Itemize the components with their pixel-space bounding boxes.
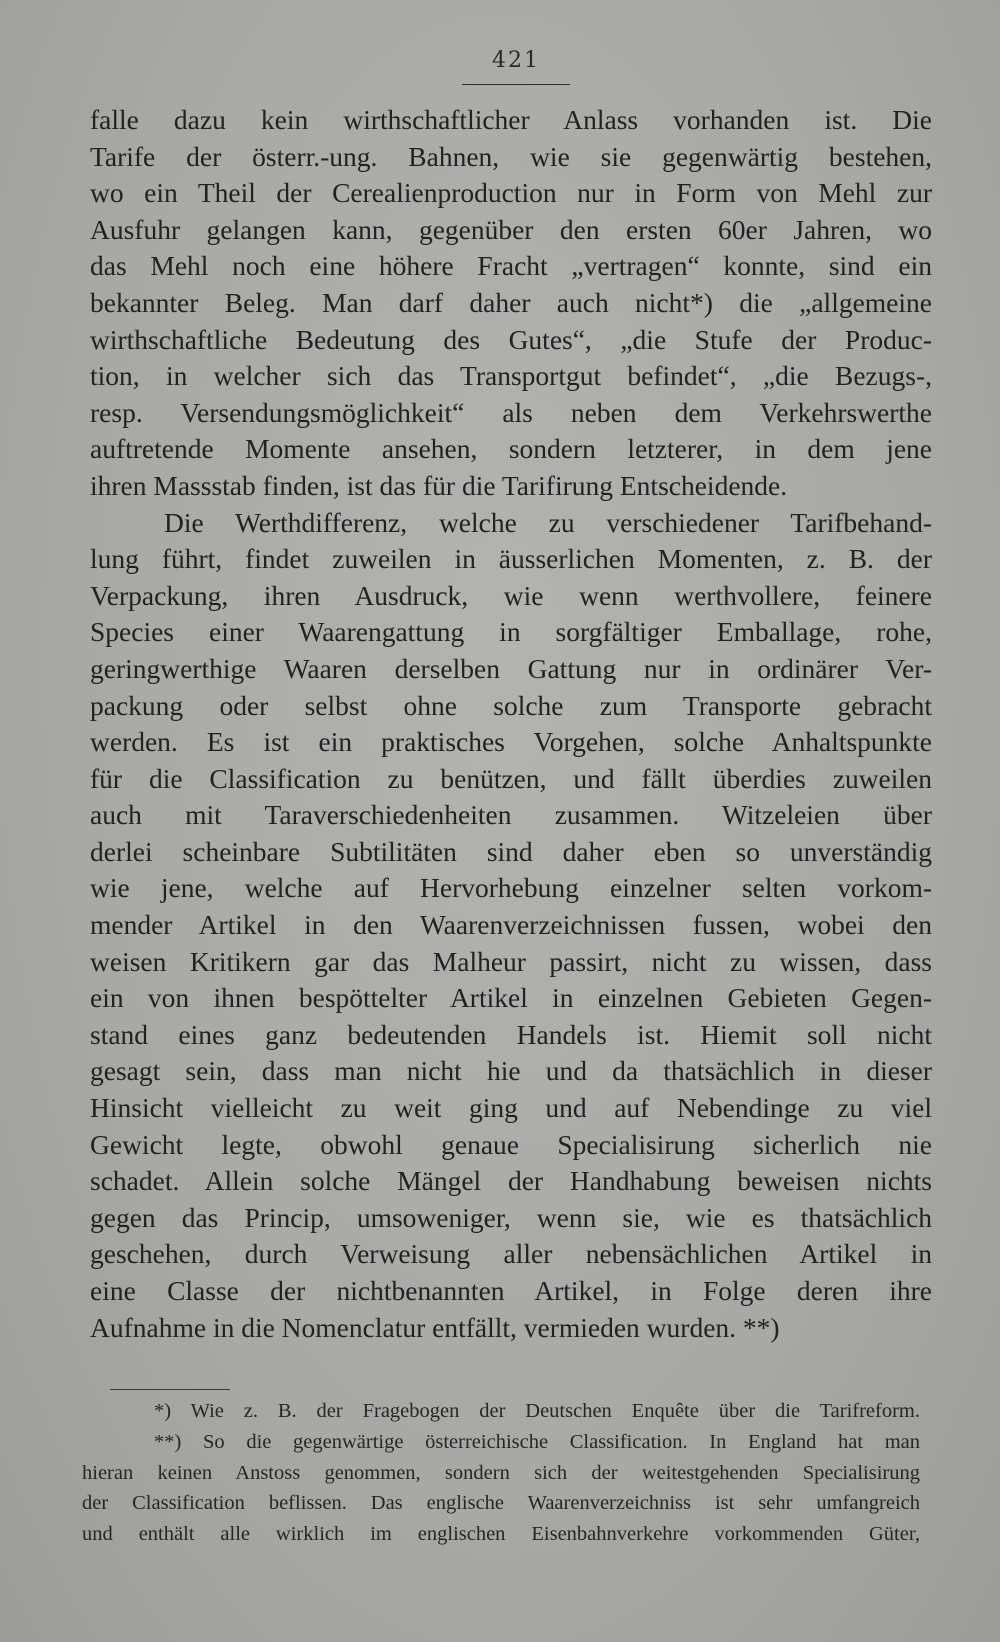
text-line: Aufnahme in die Nomenclatur entfällt, vermieden wurden. **) [90,1311,780,1343]
text-line: Species einer Waarengattung in sorgfältiger Emballage, rohe, [90,616,932,648]
text-line: wirthschaftliche Bedeutung des Gutes“, „die Stufe der Produc- [90,323,932,355]
text-line: wo ein Theil der Cerealienproduction nur in Form von Mehl zur [90,177,932,209]
footnote-line: der Classification beflissen. Das englische Waarenverzeichniss ist sehr umfangreich [82,1492,920,1515]
text-line: bekannter Beleg. Man darf daher auch nicht*) die „allgemeine [90,286,932,318]
page-number: 421 [492,48,540,73]
text-line: Ausfuhr gelangen kann, gegenüber den ersten 60er Jahren, wo [90,213,932,245]
text-line: gegen das Princip, umsoweniger, wenn sie, wie es thatsächlich [90,1201,932,1233]
text-line: Hinsicht vielleicht zu weit ging und auf Nebendinge zu viel [90,1092,932,1124]
text-line: geringwerthige Waaren derselben Gattung nur in ordinärer Ver- [90,652,932,684]
text-line: stand eines ganz bedeutenden Handels ist. Hiemit soll nicht [90,1018,932,1050]
text-line: Gewicht legte, obwohl genaue Specialisirung sicherlich nie [90,1128,932,1160]
footnote-line: **) So die gegenwärtige österreichische Classification. In England hat man [154,1430,920,1453]
text-line: ein von ihnen bespöttelter Artikel in einzelnen Gebieten Gegen- [90,982,932,1014]
text-line: Tarife der österr.-ung. Bahnen, wie sie gegenwärtig bestehen, [90,140,932,172]
header-rule [462,84,570,85]
footnotes [82,1396,920,1550]
footnote-rule [110,1389,230,1390]
text-line: falle dazu kein wirthschaftlicher Anlass vorhanden ist. Die [90,104,932,135]
text-line: mender Artikel in den Waarenverzeichnissen fussen, wobei den [90,909,932,941]
text-line: tion, in welcher sich das Transportgut befindet“, „die Bezugs-, [90,360,932,392]
text-line: weisen Kritikern gar das Malheur passirt, nicht zu wissen, dass [90,945,932,977]
footnote-line: hieran keinen Anstoss genommen, sondern sich der weitestgehenden Specialisirung [82,1461,920,1484]
text-line: geschehen, durch Verweisung aller nebensächlichen Artikel in [90,1238,932,1270]
text-line: auftretende Momente ansehen, sondern letzterer, in dem jene [90,433,932,465]
footnote-line: und enthält alle wirklich im englischen Eisenbahnverkehre vorkommenden Güter, [82,1523,920,1546]
text-line: eine Classe der nichtbenannten Artikel, in Folge deren ihre [90,1275,932,1306]
text-line: ihren Massstab finden, ist das für die Tarifirung Entscheidende. [90,469,788,501]
text-line: das Mehl noch eine höhere Fracht „vertragen“ konnte, sind ein [90,250,932,282]
text-line: packung oder selbst ohne solche zum Transporte gebracht [90,689,932,721]
text-line: für die Classification zu benützen, und fällt überdies zuweilen [90,762,932,794]
main-text [90,102,932,1346]
text-line: gesagt sein, dass man nicht hie und da thatsächlich in dieser [90,1055,932,1087]
text-line: werden. Es ist ein praktisches Vorgehen, solche Anhaltspunkte [90,726,932,758]
text-line: schadet. Allein solche Mängel der Handhabung beweisen nichts [90,1165,932,1197]
text-line: wie jene, welche auf Hervorhebung einzelner selten vorkom- [90,872,932,904]
text-line: lung führt, findet zuweilen in äusserlichen Momenten, z. B. der [90,543,932,575]
footnote-line: *) Wie z. B. der Fragebogen der Deutschen Enquête über die Tarifreform. [154,1400,920,1422]
text-line: auch mit Taraverschiedenheiten zusammen. Witzeleien über [90,799,932,831]
text-line: Verpackung, ihren Ausdruck, wie wenn werthvollere, feinere [90,579,932,611]
text-line: resp. Versendungsmöglichkeit“ als neben dem Verkehrswerthe [90,396,932,428]
text-line: Die Werthdifferenz, welche zu verschiedener Tarifbehand- [164,506,932,538]
text-line: derlei scheinbare Subtilitäten sind daher eben so unverständig [90,835,932,867]
